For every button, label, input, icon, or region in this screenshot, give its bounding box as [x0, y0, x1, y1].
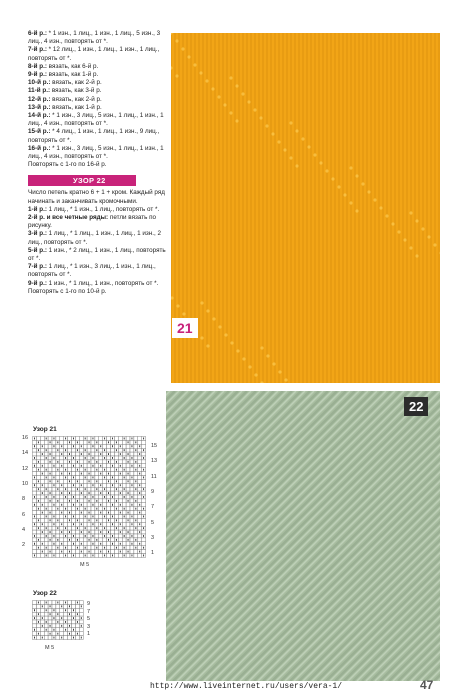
pattern-21-repeat: Повторять с 1-го по 16-й р. [28, 161, 107, 169]
row-number: 3 [151, 534, 155, 541]
instruction-row [28, 145, 170, 161]
row-label: 11-й р.: [28, 87, 51, 95]
row-number: 3 [87, 623, 91, 630]
pattern-22-intro: Число петель кратно 6 + 1 + кром. Каждый ряд начинать и заканчивать кромочными. [28, 189, 165, 205]
row-number: 13 [151, 458, 158, 465]
row-text: петли вязать по рисунку. [28, 214, 157, 230]
instruction-row [28, 87, 170, 95]
row-text: * 12 лиц., 1 изн., 1 лиц., 1 изн., 1 лиц., повторять от *. [28, 46, 160, 62]
row-label: 2-й р. и все четные ряды: [28, 214, 109, 222]
row-number: 6 [22, 511, 26, 518]
row-number: 7 [87, 608, 91, 615]
instruction-row [28, 280, 170, 288]
instructions-column [28, 30, 170, 296]
row-number: 9 [87, 601, 91, 607]
instruction-row [28, 230, 170, 246]
instruction-row [28, 96, 170, 104]
row-text: 1 лиц., * 1 изн., 1 лиц., повторять от *. [46, 205, 160, 213]
row-label: 8-й р.: [28, 62, 47, 70]
row-label: 7-й р.: [28, 46, 47, 54]
row-text: вязать, как 1-й р. [46, 71, 99, 79]
row-label: 9-й р.: [28, 71, 47, 79]
badge-21: 21 [172, 318, 198, 338]
chart-22-title: Узор 22 [33, 590, 57, 597]
instruction-row [28, 112, 170, 128]
row-label: 14-й р.: [28, 112, 51, 120]
row-number: 4 [22, 526, 26, 533]
instruction-row [28, 206, 170, 214]
row-label: 7-й р.: [28, 263, 47, 271]
row-text: вязать, как 2-й р. [50, 95, 102, 103]
row-number: 14 [22, 450, 29, 457]
instruction-row [28, 71, 170, 79]
chart-21-grid [32, 436, 148, 560]
row-text: вязать, как 3-й р. [50, 87, 102, 95]
pattern-22-rows [28, 206, 170, 288]
row-label: 10-й р.: [28, 79, 51, 87]
row-number: 15 [151, 443, 158, 449]
row-text: * 1 изн., 1 лиц., 1 изн., 1 лиц., 5 изн., 3 лиц., 4 изн., повторять от *. [28, 30, 161, 46]
row-number: 2 [22, 542, 26, 549]
row-label: 1-й р.: [28, 205, 47, 213]
pattern-22-title: УЗОР 22 [28, 175, 136, 186]
row-number: 16 [22, 435, 29, 441]
row-label: 15-й р.: [28, 128, 51, 136]
row-label: 9-й р.: [28, 279, 47, 287]
row-text: * 1 изн., 3 лиц., 5 изн., 1 лиц., 1 изн., 1 лиц., 4 изн., повторять от *. [28, 112, 164, 128]
row-text: вязать, как 2-й р. [50, 79, 102, 87]
chart-21-title: Узор 21 [33, 426, 57, 433]
row-text: * 1 изн., 3 лиц., 5 изн., 1 лиц., 1 изн., 1 лиц., 4 изн., повторять от *. [28, 144, 164, 161]
row-number: 9 [151, 488, 155, 495]
row-number: 11 [151, 473, 157, 480]
chart-21-repeat-label: M 5 [80, 562, 90, 568]
row-number: 1 [87, 631, 91, 637]
chart-22-grid [32, 600, 84, 640]
row-text: вязать, как 6-й р. [46, 62, 99, 70]
instruction-row [28, 30, 170, 46]
instruction-row [28, 263, 170, 279]
row-text: * 4 лиц., 1 изн., 1 лиц., 1 изн., 9 лиц., повторять от *. [28, 128, 160, 144]
instruction-row [28, 104, 170, 112]
swatch-22-photo [166, 391, 440, 681]
footer-url[interactable]: http://www.liveinternet.ru/users/vera-1/ [150, 682, 343, 691]
row-text: вязать, как 1-й р. [50, 103, 102, 111]
row-number: 5 [87, 616, 91, 622]
row-number: 1 [151, 550, 155, 557]
instruction-row [28, 128, 170, 144]
instruction-row [28, 247, 170, 263]
row-label: 16-й р.: [28, 144, 51, 152]
row-number: 10 [22, 480, 29, 487]
row-text: 1 лиц., * 1 изн., 3 лиц., 1 изн., 1 лиц., повторять от *. [28, 263, 156, 279]
badge-22: 22 [404, 397, 428, 416]
row-number: 7 [151, 504, 155, 511]
row-text: 1 изн., * 2 лиц., 1 изн., 1 лиц., повторять от *. [28, 246, 166, 263]
row-number: 12 [22, 465, 29, 472]
row-text: 1 изн., * 1 лиц., 1 изн., повторять от *. [46, 279, 159, 287]
row-label: 13-й р.: [28, 103, 51, 111]
instruction-row [28, 214, 170, 230]
row-label: 3-й р.: [28, 230, 47, 238]
chart-22-repeat-label: M 5 [45, 645, 55, 651]
row-number: 8 [22, 496, 26, 503]
page-number: 47 [420, 678, 434, 692]
pattern-21-rows [28, 30, 170, 161]
instruction-row [28, 63, 170, 71]
instruction-row [28, 46, 170, 62]
row-label: 5-й р.: [28, 246, 47, 254]
swatch-21-photo [171, 33, 440, 383]
row-label: 6-й р.: [28, 30, 47, 37]
row-number: 5 [151, 519, 155, 526]
pattern-22-repeat: Повторять с 1-го по 10-й р. [28, 287, 107, 295]
row-text: 1 лиц., * 1 лиц., 1 изн., 1 лиц., 1 изн., 2 лиц., повторять от *. [28, 230, 162, 246]
row-label: 12-й р.: [28, 95, 51, 103]
